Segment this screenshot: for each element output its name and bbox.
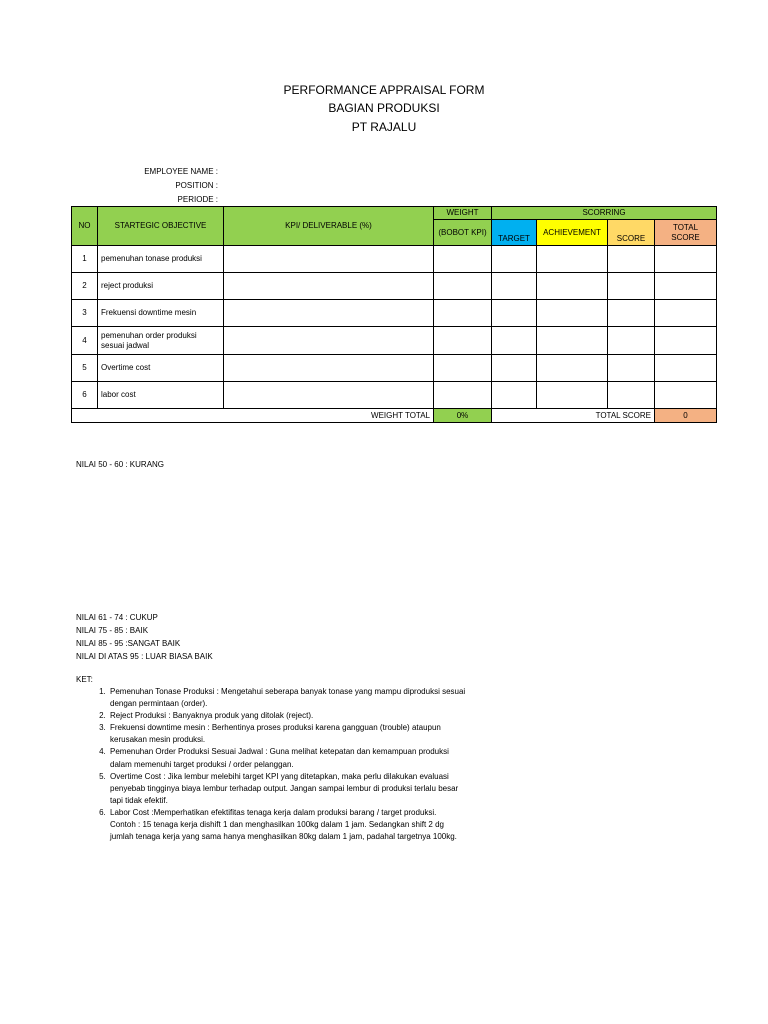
header-target: TARGET [492,220,537,246]
total-score-label: TOTAL SCORE [492,409,655,423]
target-cell[interactable] [492,273,537,300]
header-total-score: TOTAL SCORE [655,220,717,246]
table-row [72,355,717,382]
header-achievement: ACHIEVEMENT [537,220,608,246]
ket-label: KET: [76,675,93,684]
score-cell[interactable] [608,246,655,273]
weight-total-value: 0% [434,409,492,423]
weight-cell[interactable] [434,273,492,300]
weight-cell[interactable] [434,327,492,355]
target-cell[interactable] [492,382,537,409]
header-weight-sub: (BOBOT KPI) [434,220,492,246]
department-title: BAGIAN PRODUKSI [328,101,440,115]
table-row [72,327,717,355]
list-item: 4. Pemenuhan Order Produksi Sesuai Jadwal : Guna melihat ketepatan dan kemampuan produksi dalam memenuhi target produksi / order pelanggan. [108,746,468,770]
achievement-cell[interactable] [537,273,608,300]
list-item: 2. Reject Produksi : Banyaknya produk yang ditolak (reject). [108,710,468,722]
table-row [72,382,717,409]
grade-baik: NILAI 75 - 85 : BAIK [76,626,149,635]
score-cell[interactable] [608,355,655,382]
row-objective: labor cost [98,382,224,409]
grade-kurang: NILAI 50 - 60 : KURANG [76,460,165,469]
achievement-cell[interactable] [537,327,608,355]
list-item: 6. Labor Cost :Memperhatikan efektifitas tenaga kerja dalam produksi barang / target produksi. Contoh : 15 tenaga kerja dishift 1 dan menghasilkan 100kg dalam 1 jam. Sedangkan shift 2 dg jumlah tenaga kerja yang sama hanya menghasilkan 80kg dalam 1 jam, padahal targetnya 100kg. [108,807,468,843]
total-score-cell[interactable] [655,273,717,300]
grade-sangat-baik: NILAI 85 - 95 :SANGAT BAIK [76,639,181,648]
total-score-cell[interactable] [655,327,717,355]
score-cell[interactable] [608,273,655,300]
header-weight: WEIGHT [434,207,492,220]
weight-cell[interactable] [434,355,492,382]
appraisal-table [71,206,717,423]
achievement-cell[interactable] [537,382,608,409]
score-cell[interactable] [608,300,655,327]
grade-luar-biasa: NILAI DI ATAS 95 : LUAR BIASA BAIK [76,652,213,661]
header-score: SCORE [608,220,655,246]
form-title: PERFORMANCE APPRAISAL FORM [283,83,485,97]
achievement-cell[interactable] [537,300,608,327]
weight-cell[interactable] [434,382,492,409]
target-cell[interactable] [492,355,537,382]
header-no: NO [72,207,98,246]
grade-cukup: NILAI 61 - 74 : CUKUP [76,613,158,622]
list-item: 5. Overtime Cost : Jika lembur melebihi target KPI yang ditetapkan, maka perlu dilakukan evaluasi penyebab tingginya biaya lembur terhadap output. Jangan sampai lembur di produksi terlalu besar tapi tidak efektif. [108,771,468,807]
table-row [72,246,717,273]
total-score-cell[interactable] [655,355,717,382]
kpi-cell[interactable] [224,246,434,273]
weight-cell[interactable] [434,246,492,273]
row-no: 3 [72,300,98,327]
total-score-cell[interactable] [655,300,717,327]
kpi-cell[interactable] [224,273,434,300]
total-score-cell[interactable] [655,246,717,273]
header-scoring: SCORRING [492,207,717,220]
score-cell[interactable] [608,327,655,355]
row-objective: Frekuensi downtime mesin [98,300,224,327]
kpi-cell[interactable] [224,327,434,355]
ket-list [76,686,468,843]
achievement-cell[interactable] [537,246,608,273]
row-no: 2 [72,273,98,300]
list-item: 3. Frekuensi downtime mesin : Berhentinya proses produksi karena gangguan (trouble) ataupun kerusakan mesin produksi. [108,722,468,746]
row-objective: pemenuhan order produksi sesuai jadwal [98,327,224,355]
row-objective: pemenuhan tonase produksi [98,246,224,273]
row-no: 6 [72,382,98,409]
weight-cell[interactable] [434,300,492,327]
header-objective: STARTEGIC OBJECTIVE [98,207,224,246]
kpi-cell[interactable] [224,300,434,327]
weight-total-label: WEIGHT TOTAL [72,409,434,423]
table-row [72,300,717,327]
kpi-cell[interactable] [224,355,434,382]
target-cell[interactable] [492,300,537,327]
kpi-cell[interactable] [224,382,434,409]
employee-name-label: EMPLOYEE NAME : [144,167,218,176]
table-row [72,273,717,300]
row-objective: Overtime cost [98,355,224,382]
position-label: POSITION : [175,181,218,190]
achievement-cell[interactable] [537,355,608,382]
target-cell[interactable] [492,327,537,355]
row-no: 1 [72,246,98,273]
total-score-value: 0 [655,409,717,423]
score-cell[interactable] [608,382,655,409]
table-header-row [72,207,717,220]
row-no: 5 [72,355,98,382]
row-objective: reject produksi [98,273,224,300]
header-kpi: KPI/ DELIVERABLE (%) [224,207,434,246]
target-cell[interactable] [492,246,537,273]
row-no: 4 [72,327,98,355]
totals-row [72,409,717,423]
total-score-cell[interactable] [655,382,717,409]
list-item: 1. Pemenuhan Tonase Produksi : Mengetahui seberapa banyak tonase yang mampu diproduksi sesuai dengan permintaan (order). [108,686,468,710]
company-title: PT RAJALU [351,120,417,134]
periode-label: PERIODE : [177,195,218,204]
